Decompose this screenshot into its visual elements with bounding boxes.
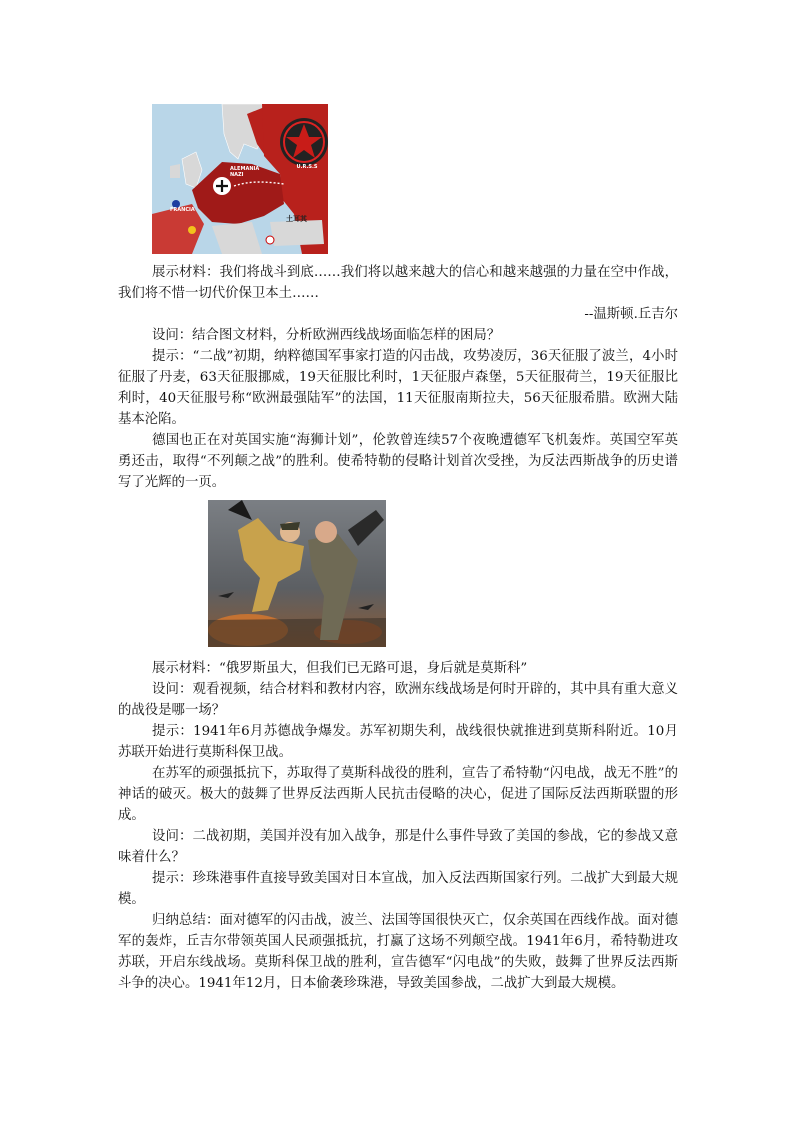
paragraph-summary: 归纳总结：面对德军的闪击战，波兰、法国等国很快灭亡，仅余英国在西线作战。面对德军的轰炸，丘吉尔带领英国人民顽强抵抗，打赢了这场不列颠空战。1941年6月，希特勒进攻苏联，开启东线战场。莫斯科保卫战的胜利，宣告德军“闪电战”的失败，鼓舞了世界反法西斯斗争的决心。1941年12月，日本偷袭珍珠港，导致美国参战，二战扩大到最大规模。 xyxy=(118,913,678,991)
paragraph-question-east: 设问：观看视频，结合材料和教材内容，欧洲东线战场是何时开辟的，其中具有重大意义的战役是哪一场？ xyxy=(118,682,678,718)
map-label-urss: U.R.S.S xyxy=(296,164,318,170)
paragraph-sea-lion: 德国也正在对英国实施“海狮计划”，伦敦曾连续57个夜晚遭德军飞机轰炸。英国空军英勇还击，取得“不列颠之战”的胜利。使希特勒的侵略计划首次受挫，为反法西斯战争的历史谱写了光辉的一页。 xyxy=(118,433,678,490)
paragraph-question-west: 设问：结合图文材料，分析欧洲西线战场面临怎样的困局？ xyxy=(152,328,501,343)
paragraph-material-moscow: 展示材料：“俄罗斯虽大，但我们已无路可退，身后就是莫斯科” xyxy=(152,661,528,676)
paragraph-moscow-victory: 在苏军的顽强抵抗下，苏取得了莫斯科战役的胜利，宣告了希特勒“闪电战，战无不胜”的神话的破灭。极大的鼓舞了世界反法西斯人民抗击侵略的决心，促进了国际反法西斯联盟的形成。 xyxy=(118,766,678,823)
paragraph-hint-1941: 提示：1941年6月苏德战争爆发。苏军初期失利，战线很快就推进到莫斯科附近。10月苏联开始进行莫斯科保卫战。 xyxy=(118,724,678,760)
poster-illustration xyxy=(208,500,386,647)
map-illustration xyxy=(152,104,328,254)
map-label-germany: ALEMANIA NAZI xyxy=(230,166,260,178)
paragraph-hint-pearl-harbor: 提示：珍珠港事件直接导致美国对日本宣战，加入反法西斯国家行列。二战扩大到最大规模。 xyxy=(118,871,678,907)
quote-attribution: --温斯顿.丘吉尔 xyxy=(584,307,678,322)
map-label-turkey: 土耳其 xyxy=(286,215,307,223)
europe-map-image xyxy=(152,104,328,254)
paragraph-material-churchill: 展示材料：我们将战斗到底……我们将以越来越大的信心和越来越强的力量在空中作战，我们将不惜一切代价保卫本土…… xyxy=(118,265,678,301)
propaganda-poster-image xyxy=(208,500,386,647)
map-label-france: FRANCIA xyxy=(170,207,195,213)
paragraph-question-usa: 设问：二战初期，美国并没有加入战争，那是什么事件导致了美国的参战，它的参战又意味着什么？ xyxy=(118,829,678,865)
paragraph-hint-blitzkrieg: 提示：“二战”初期，纳粹德国军事家打造的闪击战，攻势凌厉，36天征服了波兰，4小时征服了丹麦，63天征服挪威，19天征服比利时，1天征服卢森堡，5天征服荷兰，19天征服比利时，40天征服号称“欧洲最强陆军”的法国，11天征服南斯拉夫，56天征服希腊。欧洲大陆基本沦陷。 xyxy=(118,349,678,427)
